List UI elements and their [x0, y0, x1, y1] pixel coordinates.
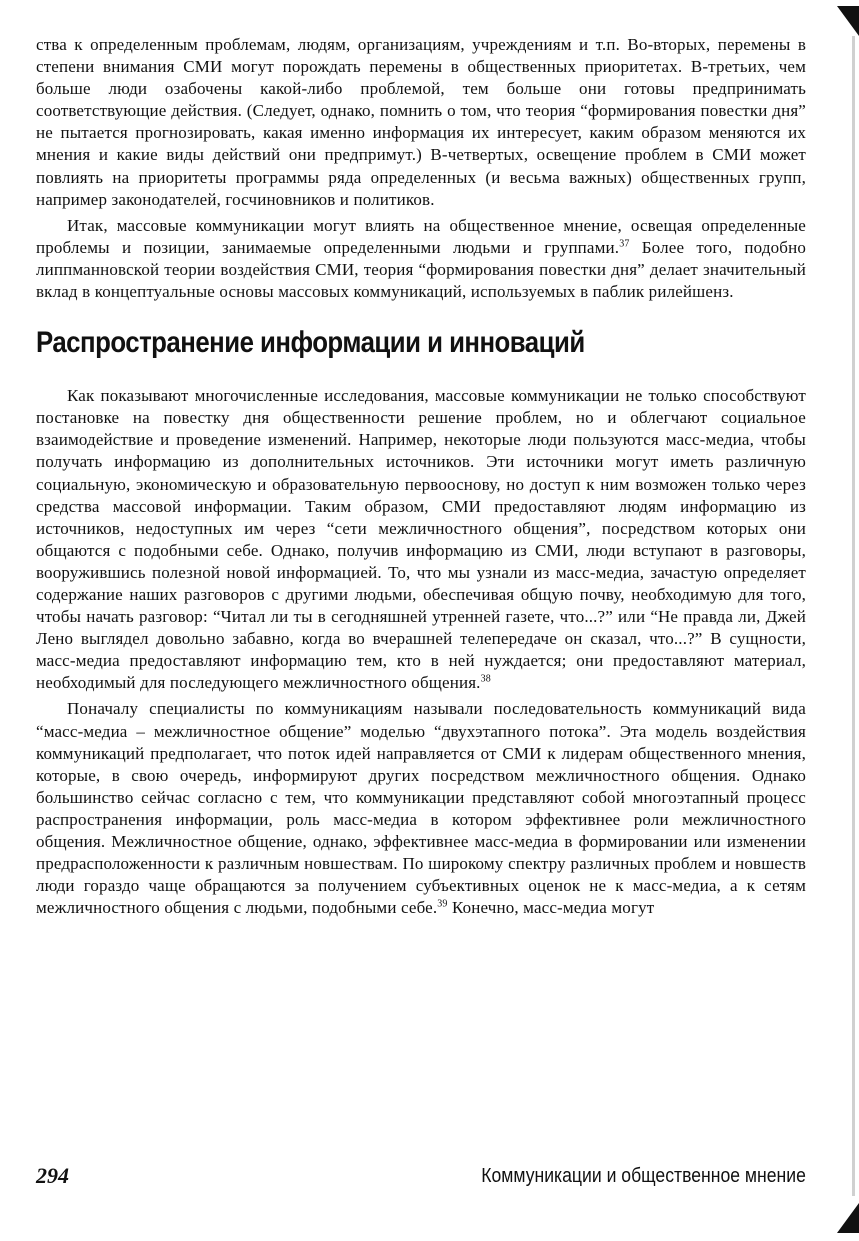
page-footer — [36, 1163, 806, 1191]
footnote-ref-38: 38 — [480, 673, 491, 685]
scan-edge-shadow — [852, 36, 855, 1196]
section-heading: Распространение информации и инноваций — [36, 326, 585, 360]
paragraph-continued: ства к определенным проблемам, людям, организациям, учреждениям и т.п. Во-вторых, перемены в степени внимания СМИ могут порождать перемены в общественных приоритетах. В-третьих, чем больше люди озабочены какой-либо проблемой, тем больше они готовы предпринимать соответствующие действия. (Следует, однако, помнить о том, что теория “формирования повестки дня” не пытается прогнозировать, какая именно информация их интересует, каким образом меняются их мнения и какие виды действий они предпримут.) В-четвертых, освещение проблем в СМИ может повлиять на приоритеты программы ряда определенных (и весьма важных) общественных групп, например законодателей, госчиновников и политиков. — [36, 35, 806, 209]
page-number: 294 — [36, 1163, 69, 1188]
scan-edge-mark-top — [837, 6, 859, 36]
paragraph-summary-cont: Более того, подобно липпманновской теории воздействия СМИ, теория “формирования повестки дня” делает значительный вклад в концептуальные основы массовых коммуникаций, используемых в паблик рилейшенз. — [36, 237, 806, 302]
scan-edge-mark-bottom — [837, 1203, 859, 1233]
footnote-ref-39: 39 — [437, 898, 448, 910]
page-body — [36, 34, 806, 919]
paragraph-two-step-flow — [36, 698, 806, 919]
paragraph-research-text: Как показывают многочисленные исследования, массовые коммуникации не только способствуют постановке на повестку дня общественности решение проблем, но и облегчают социальное взаимодействие и проведение изменений. Например, некоторые люди пользуются масс-медиа, чтобы получать информацию из дополнительных источников. Эти источники могут иметь различную социальную, экономическую и образовательную первооснову, но доступ к ним возможен только через средства массовой информации. Таким образом, СМИ предоставляют людям информацию из источников, недоступных им через “сети межличностного общения”, посредством которых они общаются с подобными себе. Однако, получив информацию из СМИ, люди вступают в разговоры, вооружившись полезной новой информацией. То, что мы узнали из масс-медиа, зачастую определяет содержание наших разговоров с другими людьми, обеспечивая общую почву, необходимую для того, чтобы начать разговор: “Читал ли ты в сегодняшней утренней газете, что...?” или “Не правда ли, Джей Лено выглядел довольно забавно, когда во вчерашней телепередаче он сказал, что...?” В сущности, масс-медиа предоставляют информацию тем, кто в ней нуждается; они предоставляют материал, необходимый для последующего межличностного общения. — [36, 386, 806, 693]
footnote-ref-37: 37 — [619, 238, 630, 250]
paragraph-summary — [36, 215, 806, 303]
paragraph-research — [36, 385, 806, 694]
paragraph-two-step-flow-cont: Конечно, масс-медиа могут — [447, 898, 655, 918]
running-title: Коммуникации и общественное мнение — [481, 1165, 806, 1187]
paragraph-summary-text: Итак, массовые коммуникации могут влиять на общественное мнение, освещая определенные проблемы и позиции, занимаемые определенными людьми и группами. — [36, 215, 806, 257]
paragraph-two-step-flow-text: Поначалу специалисты по коммуникациям называли последовательность коммуникаций вида “масс-медиа – межличностное общение” моделью “двухэтапного потока”. Эта модель воздействия коммуникаций предполагает, что поток идей направляется от СМИ к лидерам общественного мнения, которые, в свою очередь, информируют других посредством межличностного общения. Однако большинство сейчас согласно с тем, что коммуникации представляют собой многоэтапный процесс распространения информации, роль масс-медиа в котором эффективнее роли межличностного общения. Межличностное общение, однако, эффективнее масс-медиа в формировании или изменении предрасположенности к различным новшествам. По широкому спектру различных проблем и новшеств люди гораздо чаще обращаются за получением субъективных оценок не к масс-медиа, а к сетям межличностного общения с людьми, подобными себе. — [36, 699, 806, 918]
